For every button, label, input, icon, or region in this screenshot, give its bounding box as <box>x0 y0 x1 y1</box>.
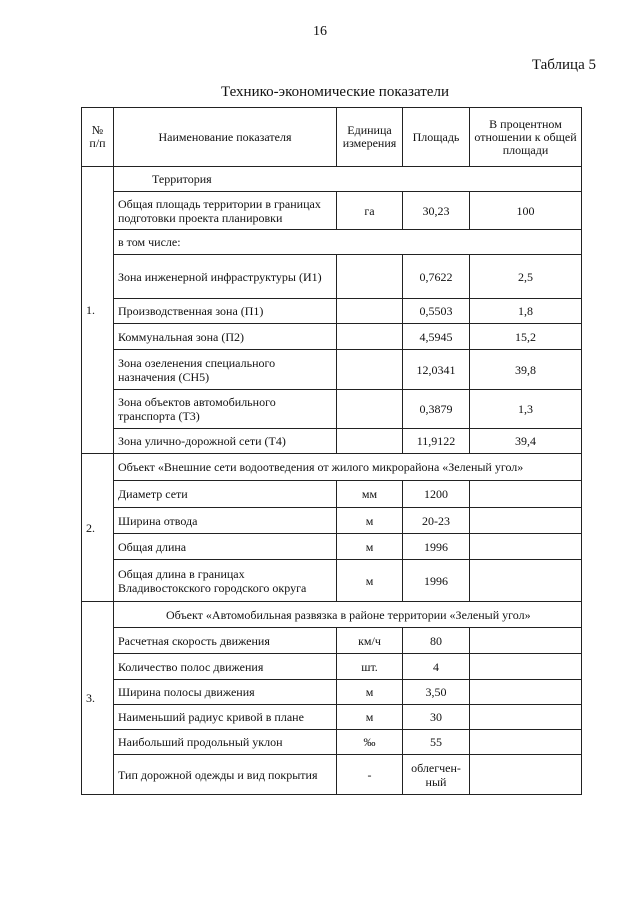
row-name: Расчетная скорость движения <box>114 628 337 654</box>
row-unit <box>337 324 403 350</box>
row-unit: м <box>337 680 403 705</box>
row-unit: - <box>337 755 403 795</box>
row-percent: 1,8 <box>470 299 582 324</box>
row-percent <box>470 680 582 705</box>
indicators-table <box>81 107 582 795</box>
row-percent <box>470 730 582 755</box>
row-unit: ‰ <box>337 730 403 755</box>
table-row <box>82 481 582 508</box>
row-area: 4,5945 <box>403 324 470 350</box>
row-unit <box>337 390 403 429</box>
row-percent: 2,5 <box>470 255 582 299</box>
row-area: 11,9122 <box>403 429 470 454</box>
row-percent <box>470 755 582 795</box>
section-title-row <box>82 167 582 192</box>
row-percent <box>470 481 582 508</box>
section-title: Объект «Внешние сети водоотведения от жилого микрорайона «Зеленый угол» <box>114 454 582 481</box>
table-row <box>82 299 582 324</box>
row-area: 1996 <box>403 534 470 560</box>
row-name: Ширина отвода <box>114 508 337 534</box>
header-name: Наименование показателя <box>114 108 337 167</box>
section-title-row <box>82 454 582 481</box>
row-unit: м <box>337 560 403 602</box>
row-unit: км/ч <box>337 628 403 654</box>
row-area: облегчен-ный <box>403 755 470 795</box>
row-unit <box>337 350 403 390</box>
row-area: 30 <box>403 705 470 730</box>
table-row <box>82 324 582 350</box>
section-title: Объект «Автомобильная развязка в районе территории «Зеленый угол» <box>114 602 582 628</box>
header-percent: В процентном отношении к общей площади <box>470 108 582 167</box>
row-name: Общая длина <box>114 534 337 560</box>
row-name: в том числе: <box>114 230 582 255</box>
table-row <box>82 350 582 390</box>
row-name: Производственная зона (П1) <box>114 299 337 324</box>
row-name: Ширина полосы движения <box>114 680 337 705</box>
table-row <box>82 192 582 230</box>
row-unit <box>337 255 403 299</box>
row-percent <box>470 705 582 730</box>
row-name: Коммунальная зона (П2) <box>114 324 337 350</box>
table-row <box>82 255 582 299</box>
row-unit <box>337 429 403 454</box>
row-name: Наименьший радиус кривой в плане <box>114 705 337 730</box>
row-area: 4 <box>403 654 470 680</box>
row-area: 0,3879 <box>403 390 470 429</box>
row-unit: шт. <box>337 654 403 680</box>
row-percent <box>470 560 582 602</box>
row-unit: м <box>337 705 403 730</box>
table-row <box>82 628 582 654</box>
row-name: Общая площадь территории в границах подготовки проекта планировки <box>114 192 337 230</box>
section-number: 3. <box>82 602 114 795</box>
row-area: 0,5503 <box>403 299 470 324</box>
row-unit: м <box>337 534 403 560</box>
table-title: Технико-экономические показатели <box>221 84 449 100</box>
row-name: Наибольший продольный уклон <box>114 730 337 755</box>
row-unit <box>337 299 403 324</box>
row-area: 3,50 <box>403 680 470 705</box>
row-area: 30,23 <box>403 192 470 230</box>
row-percent: 39,4 <box>470 429 582 454</box>
table-row <box>82 534 582 560</box>
table-row <box>82 560 582 602</box>
header-area: Площадь <box>403 108 470 167</box>
row-percent: 1,3 <box>470 390 582 429</box>
table-row <box>82 755 582 795</box>
row-percent <box>470 628 582 654</box>
row-percent <box>470 508 582 534</box>
row-unit: га <box>337 192 403 230</box>
row-area: 1996 <box>403 560 470 602</box>
row-name: Зона инженерной инфраструктуры (И1) <box>114 255 337 299</box>
row-area: 80 <box>403 628 470 654</box>
table-row <box>82 680 582 705</box>
row-percent: 100 <box>470 192 582 230</box>
table-row <box>82 230 582 255</box>
table-row <box>82 390 582 429</box>
row-name: Общая длина в границах Владивостокского городского округа <box>114 560 337 602</box>
row-percent <box>470 534 582 560</box>
row-name: Количество полос движения <box>114 654 337 680</box>
header-num: № п/п <box>82 108 114 167</box>
row-name: Диаметр сети <box>114 481 337 508</box>
row-percent: 15,2 <box>470 324 582 350</box>
row-percent <box>470 654 582 680</box>
row-area: 0,7622 <box>403 255 470 299</box>
table-row <box>82 654 582 680</box>
row-name: Зона улично-дорожной сети (Т4) <box>114 429 337 454</box>
table-label: Таблица 5 <box>531 57 596 73</box>
section-title: Территория <box>114 167 582 192</box>
row-name: Зона озеленения специального назначения (СН5) <box>114 350 337 390</box>
row-name: Зона объектов автомобильного транспорта (Т3) <box>114 390 337 429</box>
row-area: 1200 <box>403 481 470 508</box>
table-row <box>82 429 582 454</box>
row-unit: м <box>337 508 403 534</box>
header-unit: Единица измерения <box>337 108 403 167</box>
section-number: 2. <box>82 454 114 602</box>
table-row <box>82 730 582 755</box>
section-title-row <box>82 602 582 628</box>
table-row <box>82 508 582 534</box>
page-number: 16 <box>313 24 327 39</box>
row-area: 20-23 <box>403 508 470 534</box>
table-row <box>82 705 582 730</box>
row-area: 12,0341 <box>403 350 470 390</box>
table-body <box>82 167 582 795</box>
row-name: Тип дорожной одежды и вид покрытия <box>114 755 337 795</box>
row-unit: мм <box>337 481 403 508</box>
section-number: 1. <box>82 167 114 454</box>
row-percent: 39,8 <box>470 350 582 390</box>
row-area: 55 <box>403 730 470 755</box>
